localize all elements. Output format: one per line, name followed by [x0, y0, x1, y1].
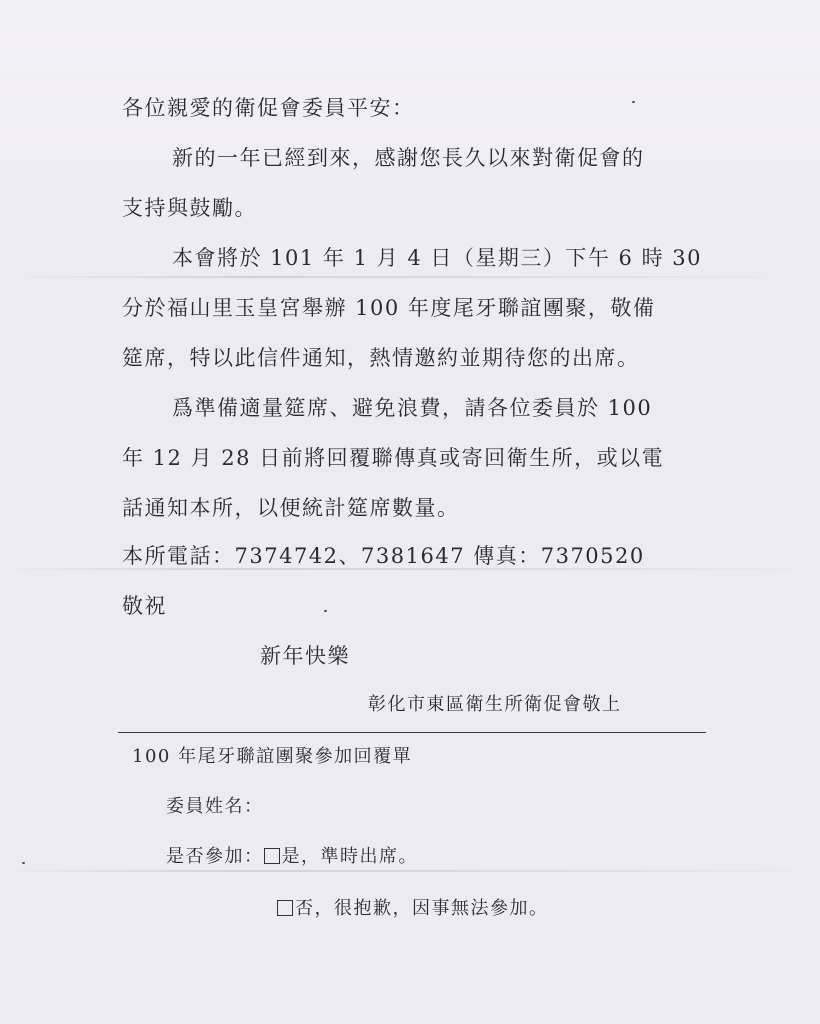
paper-speck	[632, 101, 635, 103]
letter-paragraph-1-line-2: 支持與鼓勵。	[122, 196, 257, 220]
fold-crease	[0, 568, 820, 570]
fold-crease	[0, 870, 820, 872]
letter-paragraph-3-line-1: 爲準備適量筵席、避免浪費，請各位委員於 100	[172, 396, 653, 420]
letter-paragraph-2-line-3: 筵席，特以此信件通知，熱情邀約並期待您的出席。	[122, 346, 640, 370]
letter-paragraph-1-line-1: 新的一年已經到來，感謝您長久以來對衛促會的	[172, 146, 645, 170]
attendance-label: 是否參加：	[166, 846, 264, 867]
attendance-row	[166, 848, 418, 866]
yes-option-label: 是，準時出席。	[281, 846, 418, 867]
new-year-wishes: 新年快樂	[260, 644, 350, 668]
fold-crease	[0, 276, 820, 278]
no-option-label: 否，很抱歉，因事無法參加。	[295, 898, 549, 919]
cut-line-divider	[118, 732, 706, 733]
letter-paragraph-2-line-2: 分於福山里玉皇宮舉辦 100 年度尾牙聯誼團聚，敬備	[122, 296, 656, 320]
paper-speck	[22, 862, 25, 864]
closing-phrase: 敬祝	[122, 594, 167, 618]
yes-checkbox[interactable]	[264, 848, 280, 864]
paper-speck	[324, 610, 327, 612]
contact-info: 本所電話：7374742、7381647 傳真：7370520	[122, 544, 645, 568]
no-checkbox[interactable]	[277, 900, 293, 916]
letter-paragraph-3-line-2: 年 12 月 28 日前將回覆聯傳真或寄回衛生所，或以電	[122, 446, 665, 470]
reply-form-title: 100 年尾牙聯誼團聚參加回覆單	[132, 746, 413, 767]
letter-paragraph-2-line-1: 本會將於 101 年 1 月 4 日（星期三）下午 6 時 30	[172, 246, 702, 270]
decline-row	[277, 900, 549, 918]
committee-name-label: 委員姓名：	[166, 796, 264, 817]
letter-greeting: 各位親愛的衛促會委員平安：	[122, 96, 415, 120]
letter-paragraph-3-line-3: 話通知本所，以便統計筵席數量。	[122, 496, 460, 520]
signature: 彰化市東區衛生所衛促會敬上	[368, 694, 622, 715]
